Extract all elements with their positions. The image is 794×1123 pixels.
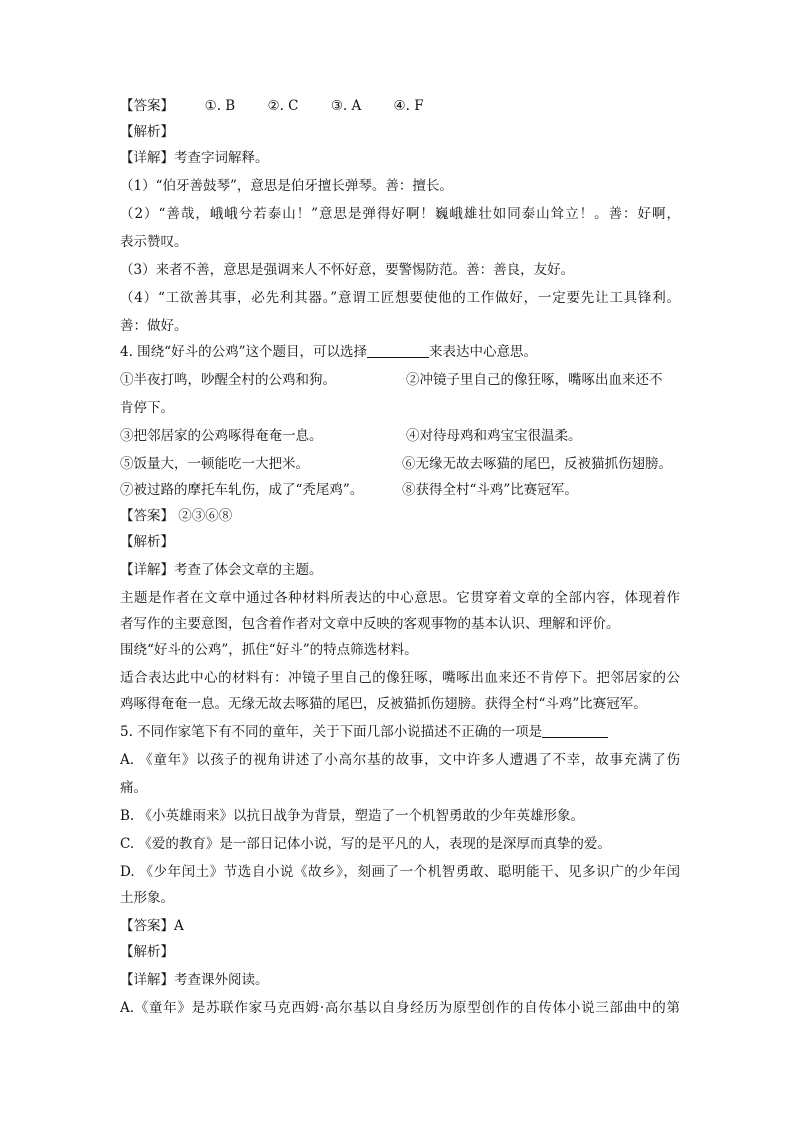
choice-a: A. 《童年》以孩子的视角讲述了小高尔基的故事，文中许多人遭遇了不幸，故事充满了伤 [120, 752, 680, 768]
analysis-tag: 【解析】 [120, 534, 174, 550]
question-4-text: 4. 围绕“好斗的公鸡”这个题目，可以选择 [120, 344, 367, 360]
answer-line-4: 【答案】 ②③⑥⑧ [120, 508, 233, 524]
explain-1: （1）“伯牙善鼓琴”，意思是伯牙擅长弹琴。善：擅长。 [120, 178, 453, 194]
choice-d: D. 《少年闰土》节选自小说《故乡》，刻画了一个机智勇敢、聪明能干、见多识广的少年闰 [120, 864, 680, 880]
theme-para-1-cont: 者写作的主要意图，包含着作者对文章中反映的客观事物的基本认识、理解和评价。 [120, 616, 620, 632]
choice-c: C. 《爱的教育》是一部日记体小说，写的是平凡的人，表现的是深厚而真挚的爱。 [120, 836, 611, 852]
answer-option-1: ①. B [204, 98, 236, 114]
option-row [120, 426, 582, 446]
option-2: ②冲镜子里自己的像狂啄，嘴啄出血来还不 [406, 372, 663, 388]
answer-blank [367, 343, 429, 358]
explain-2: （2）“善哉，峨峨兮若泰山！”意思是弹得好啊！巍峨雄壮如同泰山耸立！。善：好啊， [120, 206, 680, 222]
option-row [120, 370, 663, 390]
option-7: ⑦被过路的摩托车轧伤，成了“秃尾鸡”。 [120, 482, 364, 498]
answer-blank [542, 723, 608, 738]
theme-para-1: 主题是作者在文章中通过各种材料所表达的中心意思。它贯穿着文章的全部内容，体现着作 [120, 590, 680, 606]
detail-line: 【详解】考查课外阅读。 [120, 972, 269, 988]
theme-para-2: 围绕“好斗的公鸡”，抓住“好斗”的特点筛选材料。 [120, 642, 418, 658]
explain-2-cont: 表示赞叹。 [120, 234, 188, 250]
option-4: ④对待母鸡和鸡宝宝很温柔。 [406, 428, 582, 444]
detail-line: 【详解】考查字词解释。 [120, 150, 269, 166]
option-5: ⑤饭量大，一顿能吃一大把米。 [120, 456, 309, 472]
explain-4-cont: 善：做好。 [120, 318, 188, 334]
option-3: ③把邻居家的公鸡啄得奄奄一息。 [120, 428, 323, 444]
answer-tag: 【答案】 [120, 98, 174, 114]
analysis-tag: 【解析】 [120, 124, 174, 140]
detail-line: 【详解】考查了体会文章的主题。 [120, 562, 323, 578]
answer-option-2: ②. C [267, 98, 299, 114]
explain-4: （4）“工欲善其事，必先利其器。”意谓工匠想要使他的工作做好，一定要先让工具锋利。 [120, 290, 680, 306]
option-2-cont: 肯停下。 [120, 400, 174, 416]
theme-para-3: 适合表达此中心的材料有：冲镜子里自己的像狂啄，嘴啄出血来还不肯停下。把邻居家的公 [120, 670, 680, 686]
choice-d-cont: 土形象。 [120, 890, 174, 906]
question-5 [120, 722, 608, 742]
analysis-tag: 【解析】 [120, 944, 174, 960]
analysis-a: A.《童年》是苏联作家马克西姆·高尔基以自身经历为原型创作的自传体小说三部曲中的第 [120, 1000, 680, 1016]
question-4 [120, 342, 537, 362]
question-5-text: 5. 不同作家笔下有不同的童年，关于下面几部小说描述不正确的一项是 [120, 724, 543, 740]
answer-line-5: 【答案】A [120, 918, 184, 934]
option-row [120, 480, 578, 500]
choice-a-cont: 痛。 [120, 780, 147, 796]
choice-b: B. 《小英雄雨来》以抗日战争为背景，塑造了一个机智勇敢的少年英雄形象。 [120, 808, 585, 824]
question-4-tail: 来表达中心意思。 [428, 344, 537, 360]
answer-option-3: ③. A [330, 98, 362, 114]
explain-3: （3）来者不善，意思是强调来人不怀好意，要警惕防范。善：善良，友好。 [120, 262, 575, 278]
option-row [120, 454, 672, 474]
option-1: ①半夜打鸣，吵醒全村的公鸡和狗。 [120, 372, 336, 388]
answer-option-4: ④. F [393, 98, 424, 114]
option-8: ⑧获得全村“斗鸡”比赛冠军。 [402, 482, 578, 498]
option-6: ⑥无缘无故去啄猫的尾巴，反被猫抓伤翅膀。 [402, 456, 672, 472]
answer-line-3 [120, 96, 452, 116]
theme-para-3-cont: 鸡啄得奄奄一息。无缘无故去啄猫的尾巴，反被猫抓伤翅膀。获得全村“斗鸡”比赛冠军。 [120, 696, 647, 712]
